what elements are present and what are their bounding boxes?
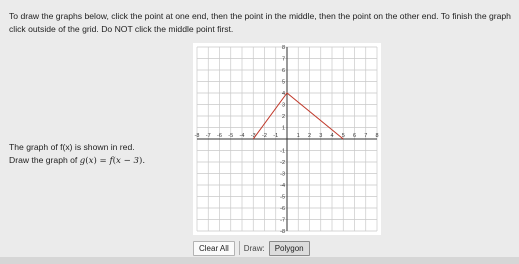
y-tick-label: -8	[280, 229, 285, 235]
y-tick-label: 2	[281, 114, 285, 120]
clear-all-button[interactable]: Clear All	[193, 241, 235, 256]
eq-f: f	[109, 155, 113, 166]
y-tick-label: -6	[280, 206, 285, 212]
x-tick-label: 5	[341, 133, 345, 139]
x-tick-label: 2	[307, 133, 312, 139]
x-tick-label: -8	[194, 133, 200, 139]
x-tick-label: 8	[375, 133, 379, 139]
eq-equals: =	[99, 155, 107, 166]
eq-x: x	[88, 155, 94, 166]
description-line-1: The graph of f(x) is shown in red.	[9, 142, 135, 152]
y-tick-label: -5	[280, 194, 285, 201]
y-tick-label: 5	[281, 79, 285, 86]
y-tick-label: -2	[280, 160, 285, 166]
y-tick-label: 8	[281, 45, 285, 51]
y-tick-label: 4	[281, 91, 285, 97]
y-tick-label: -4	[280, 183, 285, 189]
graph-toolbar	[193, 241, 383, 255]
equation: g(x) = f(x − 3).	[79, 155, 146, 166]
y-tick-label: 3	[281, 102, 285, 109]
x-tick-label: 7	[364, 133, 368, 139]
y-tick-label: -7	[280, 217, 285, 224]
eq-shift: x − 3	[116, 155, 139, 166]
x-tick-label: -2	[262, 133, 267, 139]
x-tick-label: -7	[205, 133, 211, 139]
y-tick-label: -3	[280, 171, 285, 178]
x-tick-label: 4	[330, 133, 334, 139]
bottom-bar	[0, 257, 519, 264]
y-tick-label: -1	[280, 148, 285, 155]
description-prefix: Draw the graph of	[9, 154, 78, 165]
y-tick-label: 6	[281, 68, 285, 74]
problem-description	[9, 141, 145, 167]
x-tick-label: -3	[250, 133, 256, 139]
x-tick-label: -1	[273, 133, 279, 139]
x-tick-label: 3	[319, 133, 323, 139]
x-tick-label: -6	[217, 133, 222, 139]
polygon-tool-button[interactable]: Polygon	[269, 241, 310, 256]
x-tick-label: -4	[239, 133, 245, 139]
graph-grid[interactable]	[193, 43, 381, 235]
x-tick-label: -5	[228, 133, 234, 139]
x-tick-label: 6	[352, 133, 357, 139]
y-tick-label: 1	[281, 125, 285, 132]
draw-label: Draw:	[243, 243, 265, 253]
x-tick-label: 1	[296, 133, 300, 139]
eq-g: g	[79, 155, 86, 166]
description-line-2	[9, 154, 145, 168]
y-tick-label: 7	[281, 56, 285, 63]
instructions-text: To draw the graphs below, click the point at one end, then the point in the middle, then the point on the other end. To finish the graph click outside of the grid. Do NOT click the middle point first.	[9, 11, 511, 34]
toolbar-divider	[239, 241, 240, 255]
